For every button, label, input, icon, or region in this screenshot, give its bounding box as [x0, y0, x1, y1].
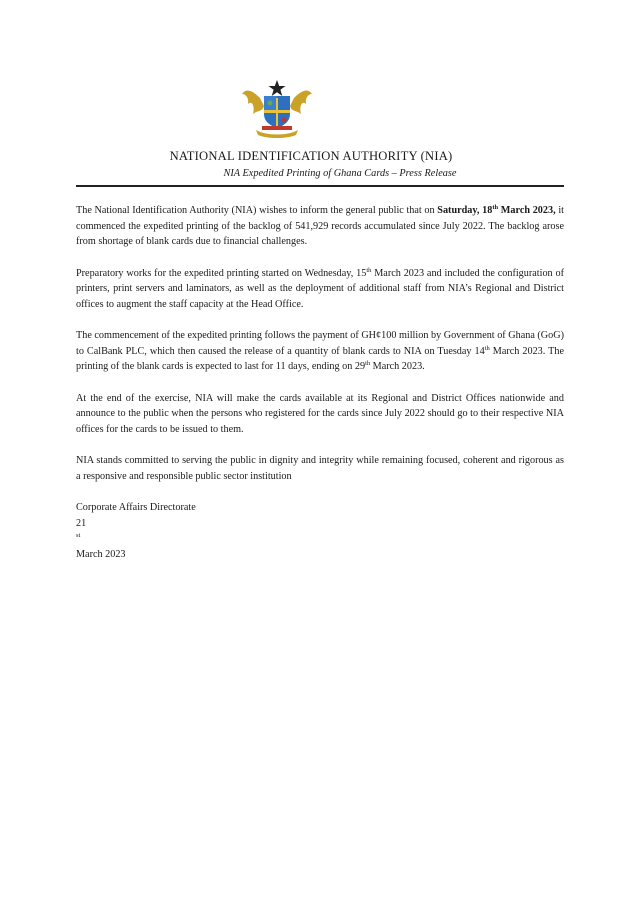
- commencement-date: Saturday, 18th March 2023,: [437, 204, 556, 216]
- paragraph-1-tail: it commenced the expedited printing of the backlog of 541,929 records accumulated since July 2022. The backlog arose from shortage of blank cards due to financial challenges.: [76, 205, 564, 247]
- signoff-department: Corporate Affairs Directorate: [76, 502, 196, 513]
- document-heading: [0, 149, 640, 179]
- press-release-body: [76, 203, 564, 562]
- paragraph-2: Preparatory works for the expedited printing started on Wednesday, 15th March 2023 and included the configuration of printers, print servers and laminators, as well as the deployment of additional staff from NIA’s Regional and District offices to augment the staff capacity at the Head Office.: [76, 266, 564, 310]
- signoff-date: 21 $^{st}$ March 2023: [76, 517, 126, 560]
- paragraph-5: NIA stands committed to serving the public in dignity and integrity while remaining focused, coherent and rigorous as a responsive and responsible public sector institution: [76, 455, 564, 482]
- document-subtitle: NIA Expedited Printing of Ghana Cards – Press Release: [223, 168, 457, 179]
- paragraph-4: At the end of the exercise, NIA will make the cards available at its Regional and District Offices nationwide and announce to the public when the persons who registered for the cards since July 2022 should go to their respective NIA offices for the cards to be issued to them.: [76, 392, 564, 435]
- paragraph-3: The commencement of the expedited printing follows the payment of GH¢100 million by Government of Ghana (GoG) to CalBank PLC, which then caused the release of a quantity of blank cards to NIA on Tuesday 14th March 2023. The printing of the blank cards is expected to last for 11 days, ending on 29th March 2023.: [76, 330, 564, 372]
- organization-name: NATIONAL IDENTIFICATION AUTHORITY (NIA): [169, 149, 453, 163]
- signoff: [76, 500, 564, 562]
- header-divider: [76, 185, 564, 187]
- paragraph-1-lead: The National Identification Authority (NIA) wishes to inform the general public that on: [76, 205, 438, 216]
- ghana-coat-of-arms-icon: [240, 76, 314, 140]
- paragraph-1: [76, 203, 564, 250]
